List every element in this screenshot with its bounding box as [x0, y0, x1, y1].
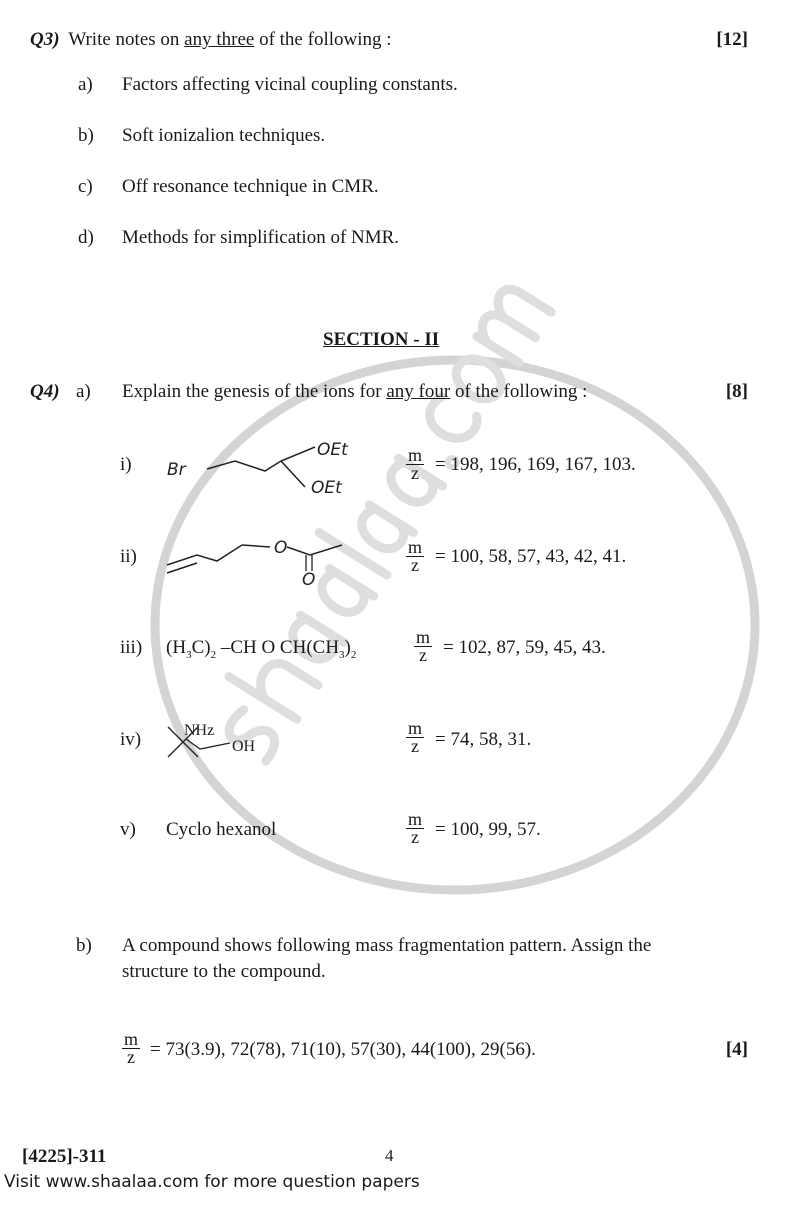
formula-sub: 3 — [339, 648, 345, 661]
mz-num: m — [416, 627, 431, 647]
q3-text: Write notes on — [68, 29, 185, 50]
q3-item-label: c) — [78, 176, 93, 197]
formula-diisopropyl-ether — [166, 637, 356, 666]
q3-text-end: of the following : — [254, 29, 392, 50]
structure-label: OEt — [311, 478, 342, 498]
structure-label: NHz — [184, 722, 215, 739]
formula-sub: 2 — [350, 648, 357, 661]
mz-fraction — [406, 720, 424, 755]
structure-label: OEt — [317, 440, 348, 460]
q4b-values: = 73(3.9), 72(78), 71(10), 57(30), 44(100), 29(56). — [150, 1039, 536, 1060]
q4a-marks: [8] — [725, 381, 748, 402]
q3-marks: [12] — [716, 29, 748, 50]
q3-number: Q3) — [30, 29, 60, 50]
q3-item-text: Factors affecting vicinal coupling constants. — [122, 74, 458, 95]
q4b-marks: [4] — [725, 1039, 748, 1060]
formula-part: ) — [344, 637, 351, 658]
mz-fraction — [406, 539, 424, 574]
q4b-label: b) — [76, 935, 92, 956]
q3-item-label: b) — [78, 125, 94, 146]
structure-bromo-acetal — [165, 435, 380, 500]
structure-label: OH — [232, 738, 256, 755]
mz-values: = 102, 87, 59, 45, 43. — [443, 637, 606, 658]
mz-den: z — [419, 645, 427, 665]
mz-values: = 100, 58, 57, 43, 42, 41. — [435, 546, 627, 567]
mz-num: m — [408, 718, 423, 738]
q3-item-text: Soft ionizalion techniques. — [122, 125, 326, 146]
structure-label: Br — [167, 460, 186, 480]
mz-values: = 198, 196, 169, 167, 103. — [435, 454, 636, 475]
formula-sub: 2 — [210, 648, 217, 661]
q4-number: Q4) — [30, 381, 60, 402]
mz-fraction — [406, 811, 424, 846]
mz-den: z — [411, 555, 419, 575]
mz-den: z — [411, 463, 419, 483]
section-title: SECTION - II — [323, 329, 440, 350]
mz-values: = 100, 99, 57. — [435, 819, 541, 840]
q4a-label: a) — [76, 381, 91, 402]
item-label: iv) — [120, 729, 142, 750]
q4a-text-start: Explain the genesis of the ions for — [122, 381, 387, 402]
page-number: 4 — [385, 1146, 394, 1165]
item-label: ii) — [120, 546, 137, 567]
formula-part: –CH O CH(CH — [216, 637, 340, 658]
mz-num: m — [408, 537, 423, 557]
mz-den: z — [411, 736, 419, 756]
mz-fraction — [122, 1031, 140, 1066]
mz-num: m — [124, 1029, 139, 1049]
q3-heading — [30, 29, 392, 51]
structure-label: O — [274, 538, 288, 558]
formula-part: C) — [191, 637, 211, 658]
mz-fraction — [414, 629, 432, 664]
q3-underlined: any three — [184, 29, 255, 50]
q3-item-label: d) — [78, 227, 94, 248]
q4b-line2: structure to the compound. — [122, 961, 326, 982]
item-label: iii) — [120, 637, 143, 658]
q4a-underlined: any four — [386, 381, 451, 402]
compound-name: Cyclo hexanol — [166, 819, 277, 840]
formula-part: (H — [166, 637, 187, 658]
paper-code: [4225]-311 — [22, 1146, 107, 1167]
mz-num: m — [408, 445, 423, 465]
visit-link[interactable]: Visit www.shaalaa.com for more question papers — [4, 1172, 420, 1192]
structure-aminoalcohol — [160, 715, 280, 765]
q3-item-label: a) — [78, 74, 93, 95]
q3-item-text: Methods for simplification of NMR. — [122, 227, 400, 248]
mz-values: = 74, 58, 31. — [435, 729, 532, 750]
structure-allyl-acetate — [162, 535, 382, 590]
formula-sub: 3 — [186, 648, 192, 661]
q4b-line1: A compound shows following mass fragmentation pattern. Assign the — [122, 935, 652, 956]
mz-fraction — [406, 447, 424, 482]
structure-label: O — [302, 570, 316, 590]
item-label: v) — [120, 819, 136, 840]
q3-item-text: Off resonance technique in CMR. — [122, 176, 379, 197]
mz-num: m — [408, 809, 423, 829]
q4a-text — [122, 381, 587, 403]
mz-den: z — [127, 1047, 135, 1067]
item-label: i) — [120, 454, 132, 475]
mz-den: z — [411, 827, 419, 847]
q4a-text-end: of the following : — [450, 381, 588, 402]
